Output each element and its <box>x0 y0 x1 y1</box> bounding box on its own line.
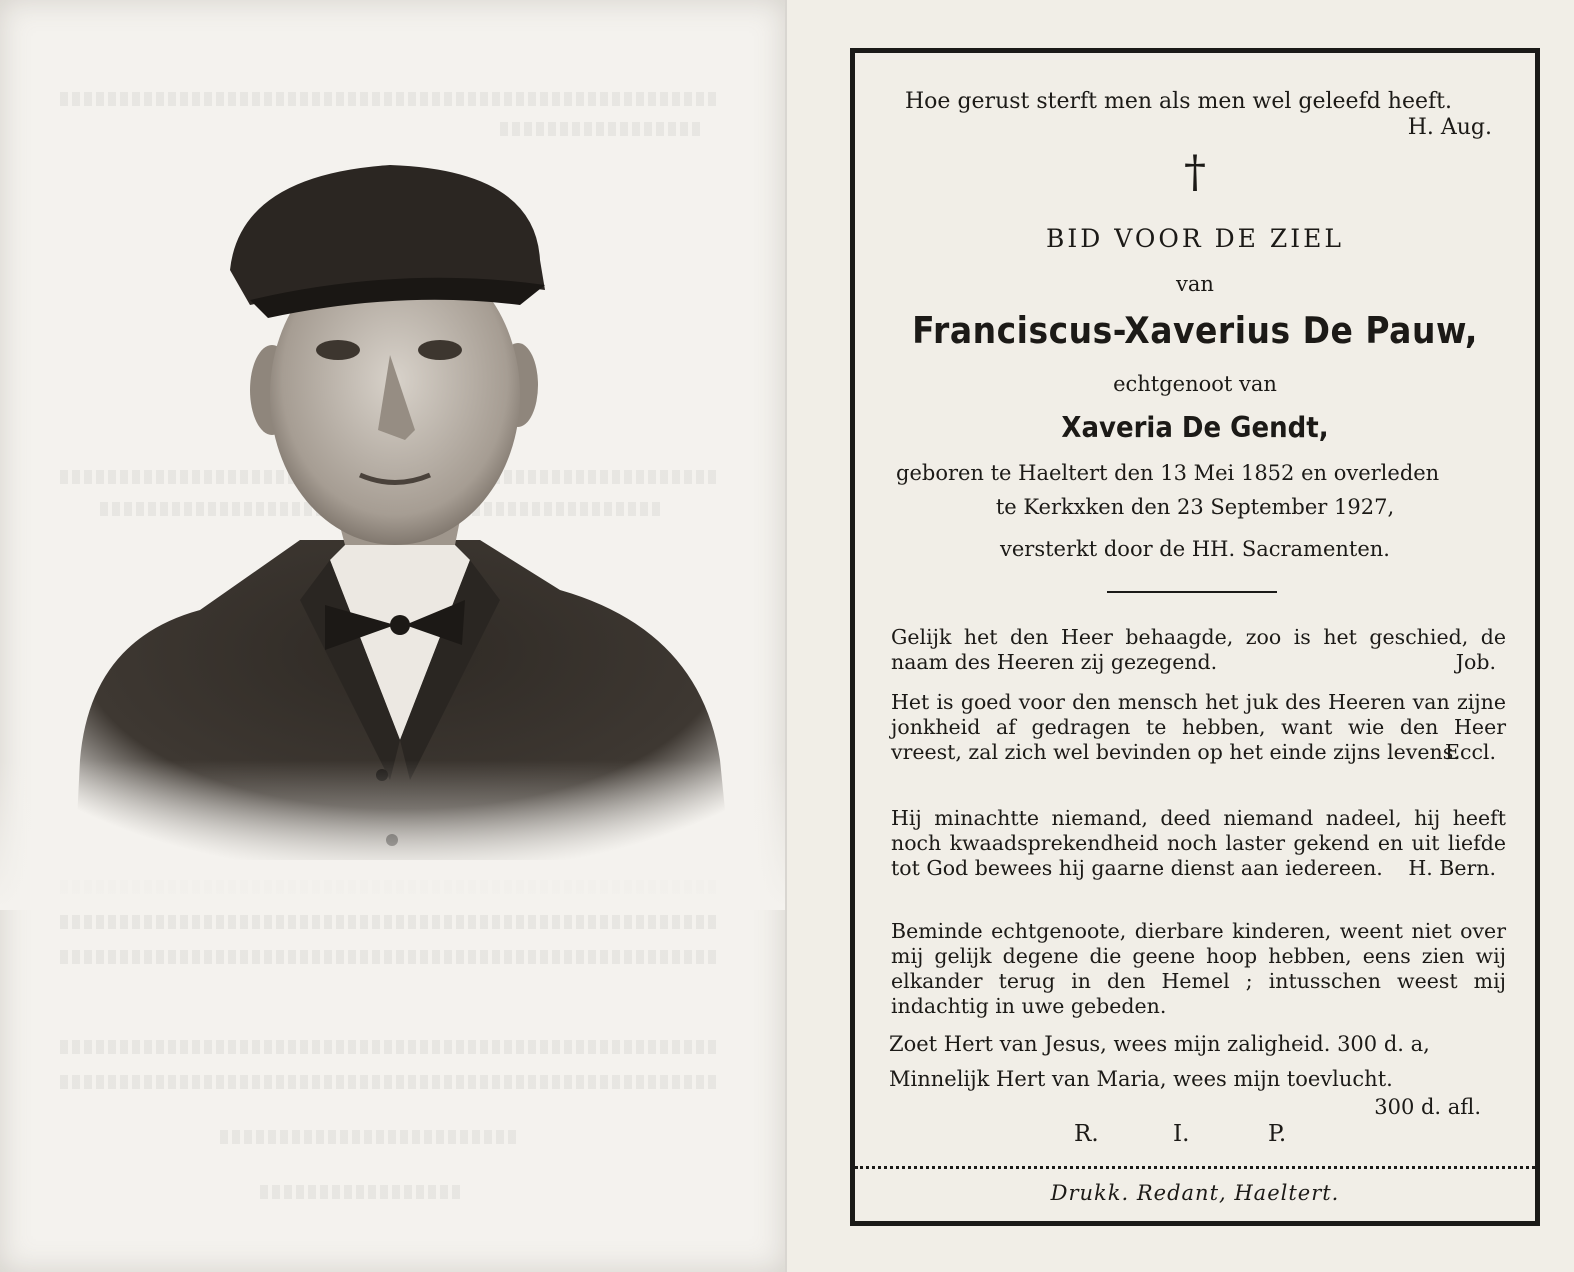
farewell-paragraph <box>891 919 1506 1019</box>
quote-source: H. Bern. <box>1408 856 1496 880</box>
quote-source: Eccl. <box>1445 740 1496 764</box>
quote-source: Job. <box>1455 650 1496 674</box>
motto-source: H. Aug. <box>1407 115 1492 140</box>
quote-text: Beminde echtgenoote, dierbare kinderen, weent niet over mij gelijk degene die geene hoop hebben, eens zien wij elkander terug in den Hemel ; intusschen weest mij indachtig in uwe gebeden. <box>891 919 1506 1018</box>
portrait-photo-card <box>0 0 785 1272</box>
separator-line <box>1107 591 1277 593</box>
indulgence-text: 300 d. afl. <box>1374 1095 1481 1119</box>
quote-text: Hij minachtte niemand, deed niemand nadeel, hij heeft noch kwaadsprekendheid noch laster gekend en uit liefde tot God bewees hij gaarne dienst aan iedereen. <box>891 806 1506 880</box>
prayer-sacred-heart: Zoet Hert van Jesus, wees mijn zaligheid. 300 d. a, <box>889 1032 1430 1056</box>
quote-text: Het is goed voor den mensch het juk des Heeren van zijne jonkheid af gedragen te hebben, want wie den Heer vreest, zal zich wel bevinden op het einde zijns levens. <box>891 690 1506 764</box>
rip-letter: P. <box>1268 1121 1287 1147</box>
dotted-divider <box>855 1166 1535 1169</box>
heading-text: BID VOOR DE ZIEL <box>1046 224 1344 253</box>
birth-line: geboren te Haeltert den 13 Mei 1852 en overleden <box>896 461 1440 485</box>
deceased-name: Franciscus-Xaverius De Pauw, <box>912 309 1478 352</box>
spouse-name: Xaveria De Gendt, <box>1061 411 1329 445</box>
motto-text: Hoe gerust sterft men als men wel geleefd heeft. <box>905 89 1452 114</box>
rip-letter: R. <box>1074 1121 1099 1147</box>
printer-credit: Drukk. Redant, Haeltert. <box>1050 1181 1340 1205</box>
rip-letter: I. <box>1173 1121 1190 1147</box>
sacraments-text: versterkt door de HH. Sacramenten. <box>1000 537 1390 561</box>
quote-bern <box>891 806 1506 881</box>
portrait-image <box>0 0 785 1272</box>
quote-text: Gelijk het den Heer behaagde, zoo is het geschied, de naam des Heeren zij gezegend. <box>891 625 1506 674</box>
death-line: te Kerkxken den 23 September 1927, <box>995 495 1395 519</box>
memorial-text-card <box>787 0 1574 1272</box>
quote-job <box>891 625 1506 675</box>
spouse-relation-text: echtgenoot van <box>1113 372 1277 396</box>
cross-icon: † <box>1184 147 1206 198</box>
van-text: van <box>1176 272 1214 296</box>
card-border-frame <box>850 48 1540 1226</box>
quote-eccl <box>891 690 1506 765</box>
prayer-mary: Minnelijk Hert van Maria, wees mijn toevlucht. <box>889 1067 1393 1091</box>
